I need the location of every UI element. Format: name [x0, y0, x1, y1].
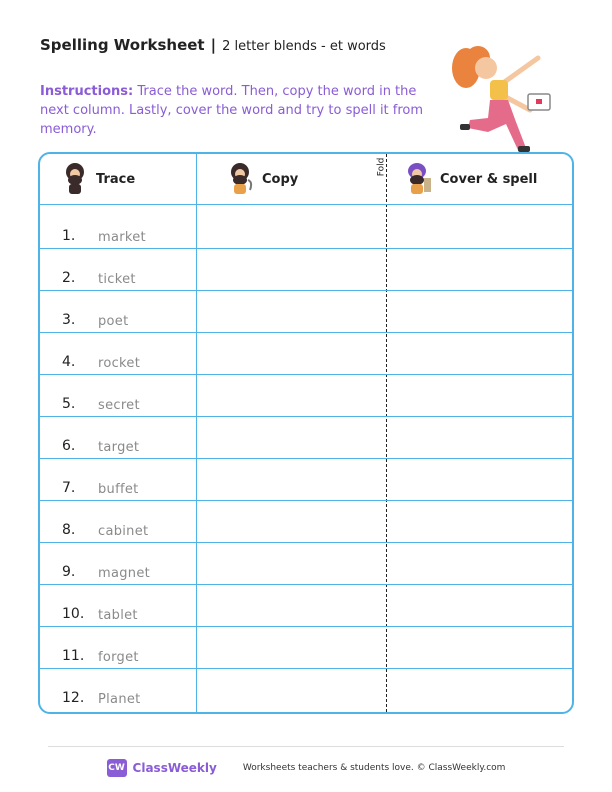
list-item [40, 542, 196, 584]
trace-word: forget [98, 650, 139, 665]
list-item [40, 416, 196, 458]
trace-word: poet [98, 314, 129, 329]
row-number: 12. [62, 690, 85, 706]
row-number: 4. [62, 354, 76, 370]
list-item [40, 458, 196, 500]
row-number: 10. [62, 606, 85, 622]
fold-label: Fold [376, 157, 387, 177]
page-title [40, 36, 386, 54]
trace-header-label: Trace [96, 171, 136, 187]
girl-illustration-icon [448, 40, 566, 156]
caveman-avatar-icon [228, 162, 254, 196]
footer [0, 758, 612, 778]
instructions-text: Trace the word. Then, copy the word in the next column. Lastly, cover the word and try to spell it from memory. [40, 84, 424, 137]
cover-header-label: Cover & spell [440, 171, 538, 187]
caveman-avatar-icon [406, 162, 432, 196]
worksheet-subtitle: 2 letter blends - et words [222, 39, 386, 54]
trace-word: tablet [98, 608, 138, 623]
column-divider-trace [196, 154, 197, 712]
trace-word: cabinet [98, 524, 149, 539]
row-number: 7. [62, 480, 76, 496]
brand-name: ClassWeekly [132, 761, 217, 775]
trace-word: Planet [98, 692, 141, 707]
trace-word: ticket [98, 272, 136, 287]
list-item [40, 500, 196, 542]
list-item [40, 374, 196, 416]
list-item [40, 584, 196, 626]
row-number: 3. [62, 312, 76, 328]
caveman-avatar-icon [62, 162, 88, 196]
trace-word: market [98, 230, 146, 245]
column-header-cover [406, 154, 537, 204]
fold-line [386, 154, 387, 712]
trace-word: target [98, 440, 140, 455]
list-item [40, 290, 196, 332]
worksheet-title: Spelling Worksheet [40, 36, 205, 54]
header-divider [40, 204, 572, 205]
instructions-label: Instructions: [40, 84, 134, 99]
footer-divider [48, 746, 564, 747]
row-number: 11. [62, 648, 85, 664]
row-number: 5. [62, 396, 76, 412]
list-item [40, 332, 196, 374]
instructions [40, 82, 440, 139]
copy-header-label: Copy [262, 171, 299, 187]
list-item [40, 248, 196, 290]
column-header-copy [228, 154, 298, 204]
row-number: 1. [62, 228, 76, 244]
trace-word: secret [98, 398, 140, 413]
trace-word: rocket [98, 356, 141, 371]
trace-word: magnet [98, 566, 151, 581]
row-number: 9. [62, 564, 76, 580]
trace-word: buffet [98, 482, 139, 497]
list-item [40, 206, 196, 248]
list-item [40, 626, 196, 668]
classweekly-logo-icon: CW [107, 759, 127, 777]
row-number: 8. [62, 522, 76, 538]
title-separator: | [210, 36, 217, 54]
footer-tagline: Worksheets teachers & students love. © ClassWeekly.com [242, 763, 506, 773]
column-header-trace [62, 154, 135, 204]
row-number: 6. [62, 438, 76, 454]
worksheet-table [38, 152, 574, 714]
row-number: 2. [62, 270, 76, 286]
list-item [40, 668, 196, 710]
